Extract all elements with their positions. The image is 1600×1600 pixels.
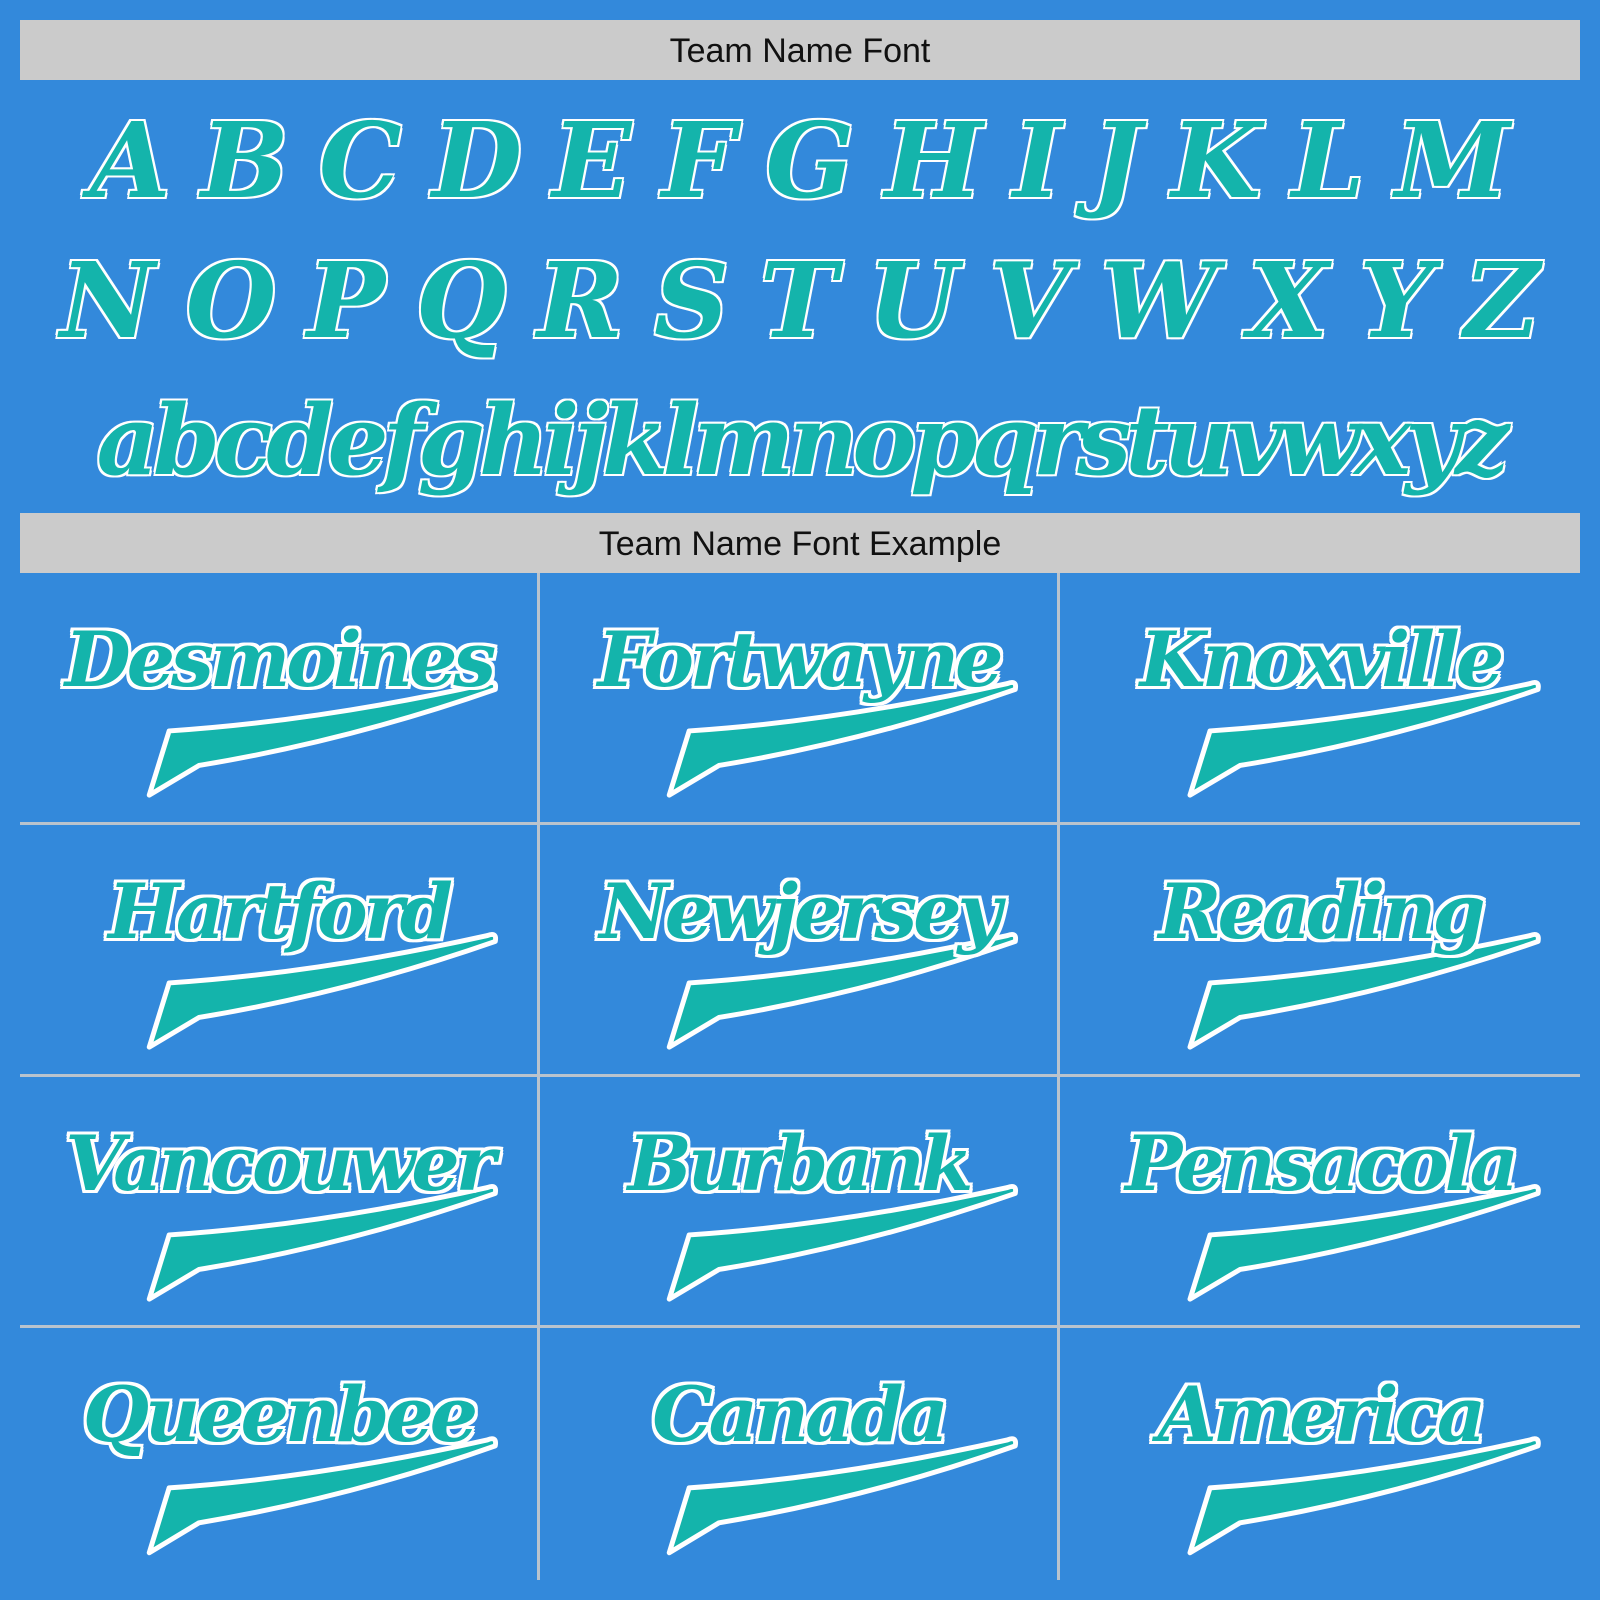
example-cell bbox=[540, 1077, 1060, 1329]
example-cell bbox=[1060, 1328, 1580, 1580]
example-word: Burbank bbox=[627, 1118, 970, 1208]
letter-glyph: H bbox=[884, 98, 983, 222]
example-word: Reading bbox=[1158, 866, 1482, 956]
letter-glyph: B bbox=[200, 98, 289, 222]
letter-glyph: N bbox=[60, 238, 156, 362]
example-word: America bbox=[1157, 1370, 1483, 1460]
example-word: Canada bbox=[652, 1370, 945, 1460]
letter-glyph: Y bbox=[1359, 238, 1434, 362]
letter-glyph: E bbox=[552, 98, 632, 222]
letter-glyph: P bbox=[306, 238, 386, 362]
letter-glyph: K bbox=[1171, 98, 1262, 222]
uppercase-row-a-m bbox=[60, 98, 1540, 222]
example-word: Desmoines bbox=[64, 615, 493, 704]
example-word: Pensacola bbox=[1125, 1118, 1515, 1208]
letter-glyph: T bbox=[759, 238, 838, 362]
letter-glyph: D bbox=[431, 98, 522, 222]
example-cell bbox=[1060, 825, 1580, 1077]
example-cell bbox=[20, 573, 540, 825]
example-cell bbox=[20, 825, 540, 1077]
letter-glyph: C bbox=[318, 98, 402, 222]
letter-glyph: G bbox=[765, 98, 855, 222]
letter-glyph: R bbox=[536, 238, 624, 362]
uppercase-row-n-z bbox=[60, 240, 1540, 360]
example-cell bbox=[1060, 573, 1580, 825]
example-cell bbox=[540, 825, 1060, 1077]
alphabet-panel bbox=[20, 80, 1580, 513]
example-grid bbox=[20, 573, 1580, 1580]
example-cell bbox=[540, 1328, 1060, 1580]
example-word: Fortwayne bbox=[597, 615, 1000, 704]
font-preview-board bbox=[20, 20, 1580, 1580]
team-name-font-header: Team Name Font bbox=[20, 20, 1580, 80]
lowercase-row: abcdefghijklmnopqrstuvwxyz bbox=[96, 383, 1504, 497]
example-word: Newjersey bbox=[599, 866, 998, 956]
example-word: Vancouwer bbox=[65, 1118, 492, 1208]
example-cell bbox=[20, 1328, 540, 1580]
letter-glyph: W bbox=[1100, 238, 1218, 362]
example-word: Queenbee bbox=[82, 1370, 475, 1460]
letter-glyph: I bbox=[1012, 98, 1062, 222]
letter-glyph: F bbox=[661, 98, 736, 222]
example-cell bbox=[1060, 1077, 1580, 1329]
example-cell bbox=[540, 573, 1060, 825]
letter-glyph: A bbox=[90, 98, 171, 222]
letter-glyph: O bbox=[185, 238, 277, 362]
letter-glyph: J bbox=[1091, 98, 1141, 222]
example-cell bbox=[20, 1077, 540, 1329]
letter-glyph: V bbox=[989, 238, 1070, 362]
example-word: Hartford bbox=[108, 866, 449, 956]
letter-glyph: Q bbox=[415, 238, 507, 362]
team-name-font-example-header: Team Name Font Example bbox=[20, 513, 1580, 573]
letter-glyph: Z bbox=[1464, 238, 1540, 362]
letter-glyph: M bbox=[1394, 98, 1510, 222]
letter-glyph: X bbox=[1247, 238, 1329, 362]
letter-glyph: S bbox=[654, 238, 730, 362]
letter-glyph: L bbox=[1291, 98, 1365, 222]
example-word: Knoxville bbox=[1139, 615, 1501, 704]
letter-glyph: U bbox=[867, 238, 959, 362]
